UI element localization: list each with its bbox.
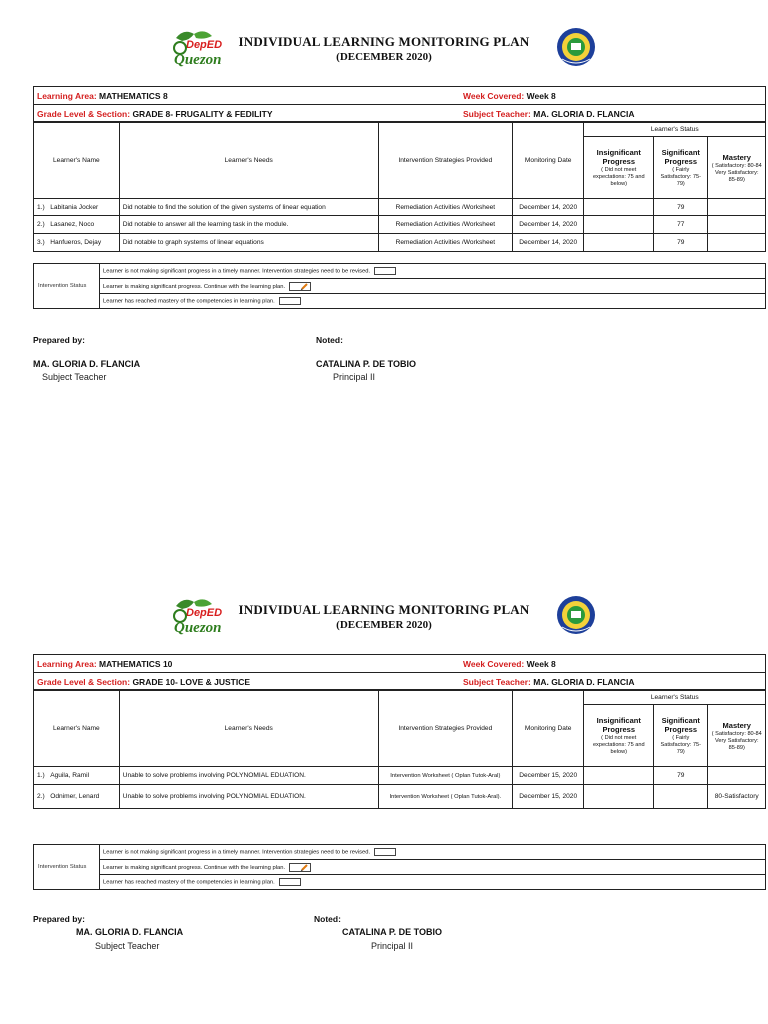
mastery-label: Mastery	[722, 152, 751, 162]
row-number: 2.)	[37, 221, 45, 228]
learner-needs: Did notable to graph systems of linear equations	[119, 234, 378, 252]
intervention-status-table	[33, 844, 766, 890]
teacher-label: Subject Teacher:	[463, 676, 531, 687]
monitoring-date: December 14, 2020	[512, 216, 584, 234]
noter-name: CATALINA P. DE TOBIO	[316, 359, 417, 369]
status-text: Learner has reached mastery of the competencies in learning plan.	[103, 879, 275, 886]
learner-name-cell	[34, 785, 120, 809]
significant-value: 79	[654, 199, 708, 216]
grade-cell	[34, 673, 461, 691]
svg-text:DepED: DepED	[186, 607, 222, 619]
week-value: Week 8	[526, 90, 556, 101]
grade-label: Grade Level & Section:	[37, 676, 131, 687]
grade-value: GRADE 8- FRUGALITY & FEDILITY	[132, 108, 273, 119]
plan-title-block	[0, 34, 768, 63]
header-learner-status: Learner's Status	[584, 690, 766, 705]
header-significant	[654, 137, 708, 199]
significant-value: 79	[654, 234, 708, 252]
preparer-name: MA. GLORIA D. FLANCIA	[33, 359, 141, 369]
noted-label: Noted:	[316, 335, 343, 345]
strategy: Intervention Worksheet ( Oplan Tutok-Aral).	[378, 785, 512, 809]
table-row	[34, 234, 766, 252]
learner-needs: Did notable to answer all the learning task in the module.	[119, 216, 378, 234]
header-monitoring-date: Monitoring Date	[512, 690, 584, 767]
teacher-cell	[460, 105, 766, 123]
significant-label: Significant Progress	[661, 716, 700, 734]
insignificant-note: ( Did not meet expectations: 75 and below)	[592, 167, 645, 187]
learner-name-cell	[34, 234, 120, 252]
grade-cell	[34, 105, 461, 123]
insignificant-label: Insignificant Progress	[596, 716, 641, 734]
mastery-value	[708, 767, 766, 785]
significant-note: ( Fairly Satisfactory: 75-79)	[660, 167, 701, 187]
header-learner-status: Learner's Status	[584, 122, 766, 137]
status-text: Learner has reached mastery of the competencies in learning plan.	[103, 298, 275, 305]
header-mastery	[708, 137, 766, 199]
learner-name: Lasanez, Noco	[50, 221, 95, 228]
row-number: 3.)	[37, 239, 45, 246]
header-mastery	[708, 705, 766, 767]
noter-name: CATALINA P. DE TOBIO	[342, 927, 443, 937]
plan-subtitle: (DECEMBER 2020)	[336, 619, 432, 631]
mastery-value	[708, 234, 766, 252]
status-checkbox[interactable]	[279, 297, 301, 305]
preparer-role: Subject Teacher	[95, 941, 160, 951]
pencil-check-icon	[290, 864, 310, 871]
header-learner-needs: Learner's Needs	[119, 122, 378, 199]
pencil-check-icon	[290, 283, 310, 290]
mastery-value	[708, 216, 766, 234]
status-option-revise	[100, 264, 766, 279]
insignificant-value	[584, 767, 654, 785]
learner-name: Odnimer, Lenard	[50, 793, 100, 800]
prepared-by-label: Prepared by:	[33, 335, 85, 345]
significant-value	[654, 785, 708, 809]
header-insignificant	[584, 705, 654, 767]
monitoring-date: December 15, 2020	[512, 785, 584, 809]
learner-needs: Unable to solve problems involving POLYNOMIAL EDUATION.	[119, 767, 378, 785]
insignificant-note: ( Did not meet expectations: 75 and below)	[592, 735, 645, 755]
row-number: 2.)	[37, 793, 45, 800]
status-checkbox-marked[interactable]	[289, 863, 311, 872]
learning-area-value: MATHEMATICS 8	[99, 90, 168, 101]
status-text: Learner is making significant progress. Continue with the learning plan.	[103, 864, 286, 871]
significant-value: 77	[654, 216, 708, 234]
mastery-note: ( Satisfactory: 80-84 Very Satisfactory: 85-89)	[711, 162, 762, 183]
strategy: Remediation Activities /Worksheet	[378, 199, 512, 216]
status-checkbox[interactable]	[279, 878, 301, 886]
learner-name: Aguila, Ramil	[50, 772, 90, 779]
header-learner-name: Learner's Name	[34, 122, 120, 199]
learning-area-label: Learning Area:	[37, 90, 97, 101]
significant-label: Significant Progress	[661, 148, 700, 166]
intervention-status-label: Intervention Status	[34, 264, 100, 309]
monitoring-plan-2	[0, 568, 768, 968]
table-row	[34, 216, 766, 234]
header-learner-needs: Learner's Needs	[119, 690, 378, 767]
learner-table	[33, 121, 766, 252]
grade-label: Grade Level & Section:	[37, 108, 131, 119]
table-row	[34, 785, 766, 809]
strategy: Remediation Activities /Worksheet	[378, 216, 512, 234]
week-label: Week Covered:	[463, 90, 525, 101]
row-number: 1.)	[37, 203, 45, 211]
monitoring-date: December 14, 2020	[512, 234, 584, 252]
mastery-value	[708, 199, 766, 216]
learner-table	[33, 689, 766, 809]
learner-name: Hanfueros, Dejay	[50, 239, 102, 246]
status-text: Learner is not making significant progress in a timely manner. Intervention strategies need to be revised.	[103, 849, 371, 856]
insignificant-value	[584, 785, 654, 809]
week-cell	[460, 87, 766, 105]
svg-text:Quezon: Quezon	[174, 52, 222, 68]
plan-title-block	[0, 602, 768, 631]
plan-title: INDIVIDUAL LEARNING MONITORING PLAN	[238, 34, 530, 49]
svg-text:DepED: DepED	[186, 39, 222, 51]
learning-area-cell	[34, 655, 461, 673]
teacher-value: MA. GLORIA D. FLANCIA	[533, 676, 635, 687]
status-option-mastery	[100, 294, 766, 309]
teacher-cell	[460, 673, 766, 691]
learning-area-value: MATHEMATICS 10	[99, 658, 173, 669]
status-checkbox[interactable]	[374, 848, 396, 856]
learner-name: Labitania Jocker	[50, 203, 99, 211]
header-strategies: Intervention Strategies Provided	[378, 122, 512, 199]
svg-text:Quezon: Quezon	[174, 620, 222, 636]
prepared-by-label: Prepared by:	[33, 914, 85, 924]
teacher-label: Subject Teacher:	[463, 108, 531, 119]
header-insignificant	[584, 137, 654, 199]
noted-label: Noted:	[314, 914, 341, 924]
plan-subtitle: (DECEMBER 2020)	[336, 51, 432, 63]
row-number: 1.)	[37, 772, 45, 779]
status-option-mastery	[100, 875, 766, 890]
header-strategies: Intervention Strategies Provided	[378, 690, 512, 767]
learner-name-cell	[34, 216, 120, 234]
intervention-status-label: Intervention Status	[34, 845, 100, 890]
status-option-continue	[100, 860, 766, 875]
learning-area-cell	[34, 87, 461, 105]
monitoring-date: December 14, 2020	[512, 199, 584, 216]
status-checkbox[interactable]	[374, 267, 396, 275]
noter-role: Principal II	[371, 941, 414, 951]
mastery-note: ( Satisfactory: 80-84 Very Satisfactory: 85-89)	[711, 730, 762, 751]
status-option-revise	[100, 845, 766, 860]
info-table	[33, 86, 766, 123]
header-monitoring-date: Monitoring Date	[512, 122, 584, 199]
header-significant	[654, 705, 708, 767]
status-option-continue	[100, 279, 766, 294]
mastery-label: Mastery	[722, 720, 751, 730]
strategy: Remediation Activities /Worksheet	[378, 234, 512, 252]
insignificant-value	[584, 216, 654, 234]
header-learner-name: Learner's Name	[34, 690, 120, 767]
week-value: Week 8	[526, 658, 556, 669]
week-cell	[460, 655, 766, 673]
insignificant-value	[584, 234, 654, 252]
learner-name-cell	[34, 199, 120, 216]
monitoring-date: December 15, 2020	[512, 767, 584, 785]
status-text: Learner is not making significant progress in a timely manner. Intervention strategies need to be revised.	[103, 268, 371, 275]
grade-value: GRADE 10- LOVE & JUSTICE	[132, 676, 251, 687]
intervention-status-table	[33, 263, 766, 309]
status-checkbox-marked[interactable]	[289, 282, 311, 291]
table-row	[34, 767, 766, 785]
noter-role: Principal II	[333, 372, 376, 382]
learning-area-label: Learning Area:	[37, 658, 97, 669]
learner-name-cell	[34, 767, 120, 785]
status-text: Learner is making significant progress. Continue with the learning plan.	[103, 283, 286, 290]
significant-note: ( Fairly Satisfactory: 75-79)	[660, 735, 701, 755]
plan-title: INDIVIDUAL LEARNING MONITORING PLAN	[238, 602, 530, 617]
insignificant-label: Insignificant Progress	[596, 148, 641, 166]
strategy: Intervention Worksheet ( Oplan Tutok-Aral)	[378, 767, 512, 785]
learner-needs: Unable to solve problems involving POLYNOMIAL EDUATION.	[119, 785, 378, 809]
mastery-value: 80-Satisfactory	[708, 785, 766, 809]
info-table	[33, 654, 766, 691]
significant-value: 79	[654, 767, 708, 785]
preparer-name: MA. GLORIA D. FLANCIA	[76, 927, 184, 937]
learner-needs: Did notable to find the solution of the given systems of linear equation	[119, 199, 378, 216]
week-label: Week Covered:	[463, 658, 525, 669]
preparer-role: Subject Teacher	[42, 372, 107, 382]
table-row	[34, 199, 766, 216]
teacher-value: MA. GLORIA D. FLANCIA	[533, 108, 635, 119]
monitoring-plan-1	[0, 0, 768, 400]
insignificant-value	[584, 199, 654, 216]
